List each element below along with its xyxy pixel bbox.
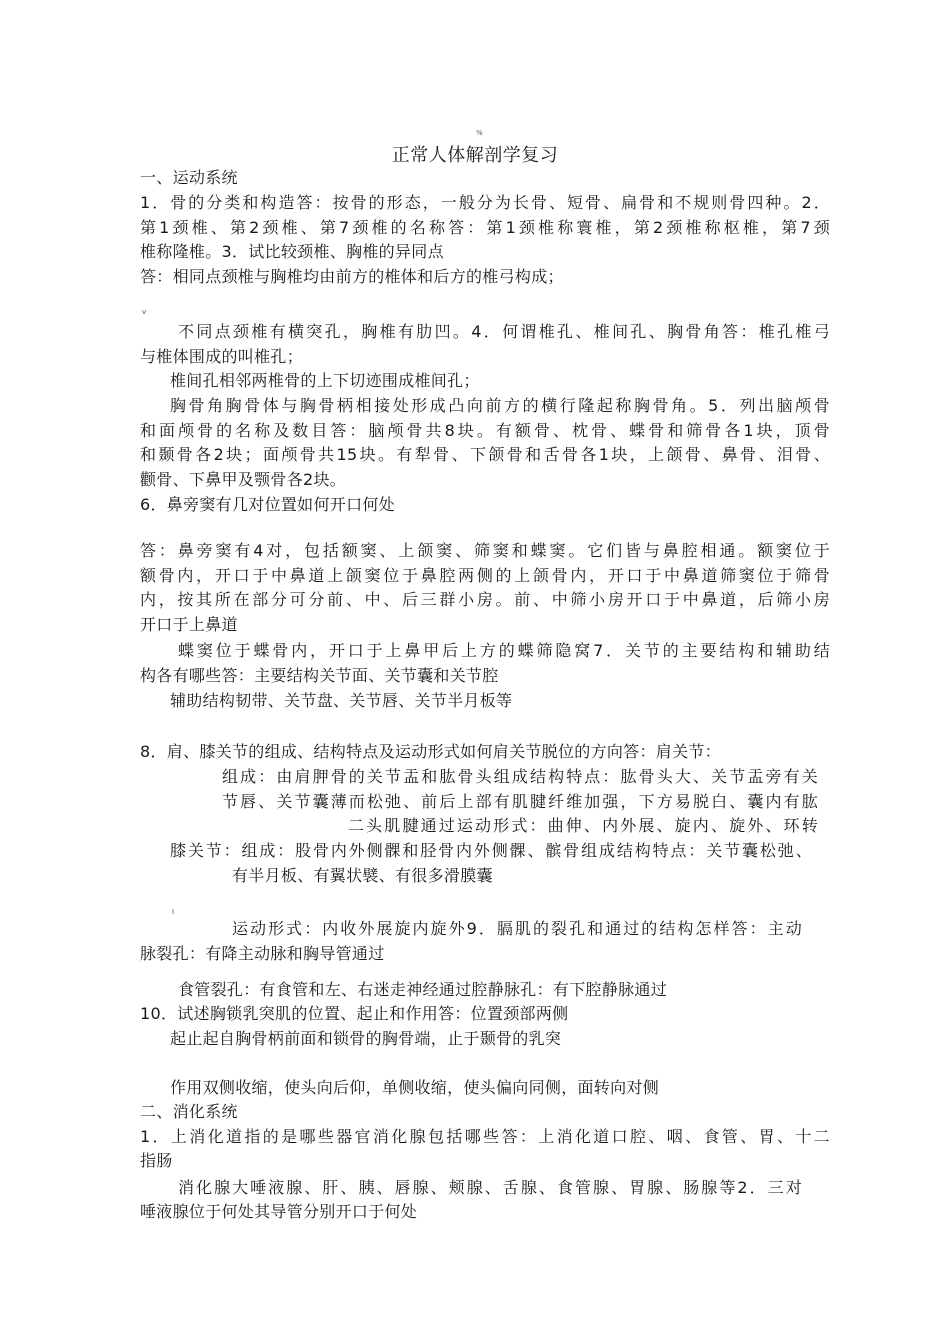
- text-line: 消化腺大唾液腺、肝、胰、唇腺、颊腺、舌腺、食管腺、胃腺、肠腺等2．三对: [178, 1178, 802, 1197]
- text-line: 不同点颈椎有横突孔，胸椎有肋凹。4．何谓椎孔、椎间孔、胸骨角答：椎孔椎弓: [178, 322, 830, 341]
- text-line: 椎间孔相邻两椎骨的上下切迹围成椎间孔；: [170, 371, 480, 390]
- text-line: 蝶窦位于蝶骨内，开口于上鼻甲后上方的蝶筛隐窝7．关节的主要结构和辅助结: [178, 641, 830, 660]
- top-mark: %: [476, 129, 483, 137]
- text-line: 运动形式：内收外展旋内旋外9．膈肌的裂孔和通过的结构怎样答：主动: [232, 919, 802, 938]
- section-heading: 二、消化系统: [140, 1102, 238, 1121]
- text-line: 唾液腺位于何处其导管分别开口于何处: [140, 1202, 418, 1221]
- text-line: 答：相同点颈椎与胸椎均由前方的椎体和后方的椎弓构成；: [140, 267, 564, 286]
- text-line: 脉裂孔：有降主动脉和胸导管通过: [140, 944, 385, 963]
- text-line: 颧骨、下鼻甲及颚骨各2块。: [140, 470, 347, 489]
- text-line: 指肠: [140, 1151, 173, 1170]
- text-line: 二头肌腱通过运动形式：曲伸、内外展、旋内、旋外、环转: [348, 816, 818, 835]
- text-line: 组成：由肩胛骨的关节盂和肱骨头组成结构特点：肱骨头大、关节盂旁有关: [222, 767, 818, 786]
- text-line: 1．上消化道指的是哪些器官消化腺包括哪些答：上消化道口腔、咽、食管、胃、十二: [140, 1127, 830, 1146]
- text-line: 第1颈椎、第2颈椎、第7颈椎的名称答：第1颈椎称寰椎，第2颈椎称枢椎，第7颈: [140, 218, 830, 237]
- text-line: 1．骨的分类和构造答：按骨的形态，一般分为长骨、短骨、扁骨和不规则骨四种。2．: [140, 193, 830, 212]
- left-mark-upper: v: [142, 308, 147, 316]
- question-line: 8．肩、膝关节的组成、结构特点及运动形式如何肩关节脱位的方向答：肩关节：: [140, 742, 721, 761]
- left-mark-lower: I: [172, 908, 175, 916]
- text-line: 内，按其所在部分可分前、中、后三群小房。前、中筛小房开口于中鼻道，后筛小房: [140, 590, 830, 609]
- text-line: 椎称隆椎。3．试比较颈椎、胸椎的异同点: [140, 242, 444, 261]
- page-title: 正常人体解剖学复习: [391, 145, 559, 166]
- text-line: 和颞骨各2块；面颅骨共15块。有犁骨、下颌骨和舌骨各1块，上颌骨、鼻骨、泪骨、: [140, 445, 830, 464]
- text-line: 起止起自胸骨柄前面和锁骨的胸骨端，止于颞骨的乳突: [170, 1029, 562, 1048]
- text-line: 与椎体围成的叫椎孔；: [140, 347, 304, 366]
- text-line: 开口于上鼻道: [140, 615, 238, 634]
- question-line: 6．鼻旁窦有几对位置如何开口何处: [140, 495, 395, 514]
- text-line: 节唇、关节囊薄而松弛、前后上部有肌腱纤维加强，下方易脱白、囊内有肱: [222, 792, 818, 811]
- question-line: 10．试述胸锁乳突肌的位置、起止和作用答：位置颈部两侧: [140, 1004, 569, 1023]
- text-line: 膝关节：组成：股骨内外侧髁和胫骨内外侧髁、髌骨组成结构特点：关节囊松弛、: [170, 841, 812, 860]
- text-line: 构各有哪些答：主要结构关节面、关节囊和关节腔: [140, 666, 499, 685]
- text-line: 和面颅骨的名称及数目答：脑颅骨共8块。有额骨、枕骨、蝶骨和筛骨各1块，顶骨: [140, 421, 830, 440]
- text-line: 胸骨角胸骨体与胸骨柄相接处形成凸向前方的横行隆起称胸骨角。5．列出脑颅骨: [170, 396, 830, 415]
- section-heading: 一、运动系统: [140, 168, 238, 187]
- text-line: 作用双侧收缩，使头向后仰，单侧收缩，使头偏向同侧，面转向对侧: [170, 1078, 660, 1097]
- text-line: 额骨内，开口于中鼻道上颌窦位于鼻腔两侧的上颌骨内，开口于中鼻道筛窦位于筛骨: [140, 566, 830, 585]
- text-line: 食管裂孔：有食管和左、右迷走神经通过腔静脉孔：有下腔静脉通过: [178, 980, 668, 999]
- text-line: 有半月板、有翼状襞、有很多滑膜囊: [232, 866, 493, 885]
- text-line: 答：鼻旁窦有4对，包括额窦、上颌窦、筛窦和蝶窦。它们皆与鼻腔相通。额窦位于: [140, 541, 830, 560]
- text-line: 辅助结构韧带、关节盘、关节唇、关节半月板等: [170, 691, 513, 710]
